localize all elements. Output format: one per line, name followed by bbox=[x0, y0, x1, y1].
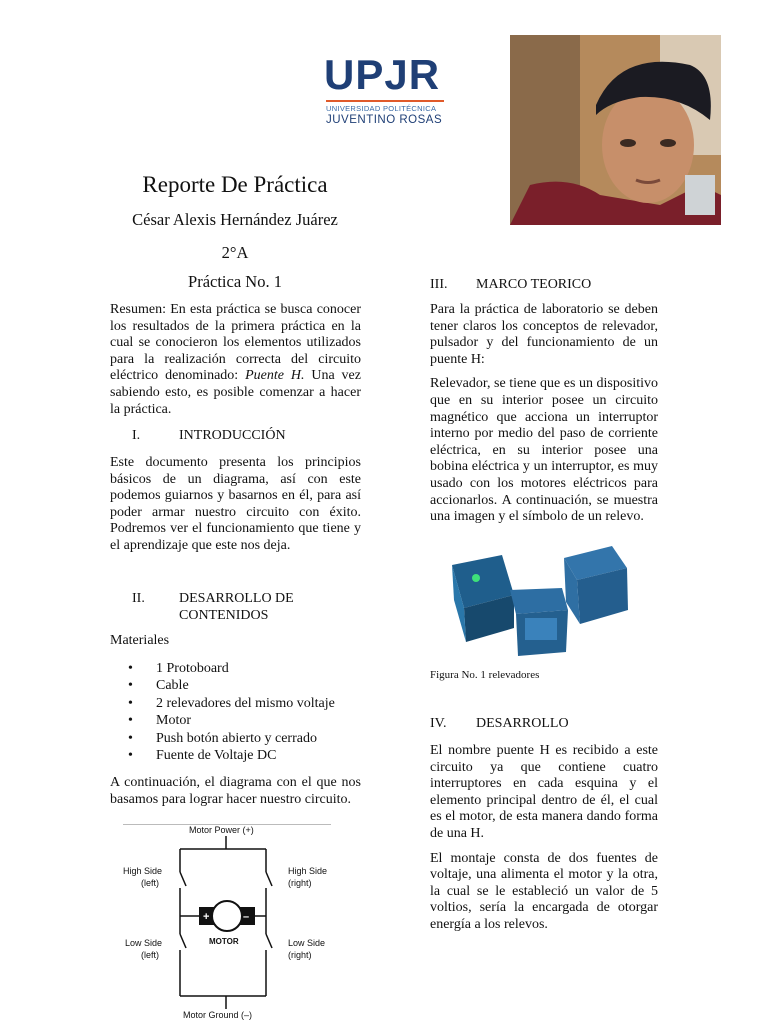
list-item: • 2 relevadores del mismo voltaje bbox=[110, 695, 361, 712]
section-heading-development-contents bbox=[110, 591, 361, 624]
section-number: I. bbox=[132, 428, 141, 443]
section-number: II. bbox=[132, 591, 145, 606]
figure-caption: Figura No. 1 relevadores bbox=[430, 669, 540, 681]
theory-text bbox=[430, 302, 658, 534]
author-name: César Alexis Hernández Juárez bbox=[132, 210, 338, 229]
materials-list bbox=[110, 660, 361, 764]
diagram-intro bbox=[110, 775, 361, 816]
section-heading-theoretical-framework bbox=[430, 277, 658, 294]
logo-divider bbox=[326, 100, 444, 102]
theory-paragraph-2: Relevador, se tiene que es un dispositivo que en su interior posee un circuito magnético que acciona un interruptor interno por medio del paso de corriente eléctrica, en su interior posee una bobina eléctrica y un interruptor, es muy usado con los motores eléctricos para accionarlos. A continuación, se muestra una imagen y el símbolo de un relevo. bbox=[430, 376, 658, 525]
diagram-intro-paragraph: A continuación, el diagrama con el que nos basamos para lograr hacer nuestro circuito. bbox=[110, 775, 361, 807]
section-title: DESARROLLO DE CONTENIDOS bbox=[179, 591, 294, 623]
list-item: • Cable bbox=[110, 677, 361, 694]
logo-university: UNIVERSIDAD POLITÉCNICA bbox=[326, 104, 437, 113]
development-text bbox=[430, 743, 658, 942]
development-paragraph-2: El montaje consta de dos fuentes de voltaje, una alimenta el motor y la otra, la cual se le estableció un valor de 5 voltios, sería la encargada de otorgar energía a los relevos. bbox=[430, 850, 658, 932]
list-item: • 1 Protoboard bbox=[110, 660, 361, 677]
abstract-emphasis: Puente H. bbox=[245, 368, 305, 384]
abstract-text-end: Una vez sabiendo esto, es posible comenzar a hacer la práctica. bbox=[110, 368, 361, 417]
label-motor-power: Motor Power (+) bbox=[189, 825, 254, 835]
group-label: 2°A bbox=[221, 243, 249, 262]
label-high-left-sub: (left) bbox=[141, 878, 159, 888]
abstract-text: Resumen: En esta práctica se busca conocer los resultados de la primera práctica en la cual se conocieron los elementos utilizados para la realización correcta del circuito eléctrico denominado: bbox=[110, 302, 361, 384]
minus-sign: – bbox=[243, 911, 250, 923]
section-number: III. bbox=[430, 277, 448, 292]
label-low-left: Low Side bbox=[125, 938, 163, 948]
section-title: DESARROLLO bbox=[476, 716, 569, 731]
introduction-text bbox=[110, 455, 361, 563]
plus-sign: + bbox=[203, 911, 210, 923]
logo-brand: UPJR bbox=[324, 51, 441, 98]
label-low-right: Low Side bbox=[288, 938, 326, 948]
logo-campus: JUVENTINO ROSAS bbox=[326, 114, 443, 126]
university-logo bbox=[318, 46, 456, 140]
motor-symbol bbox=[212, 901, 242, 931]
label-motor-ground: Motor Ground (–) bbox=[183, 1010, 253, 1020]
development-paragraph-1: El nombre puente H es recibido a este circuito ya que contiene cuatro interruptores en cada esquina y el elemento principal dentro de él, el cual es el motor, de esta manera dando forma de una H. bbox=[430, 743, 658, 841]
section-title: MARCO TEORICO bbox=[476, 277, 592, 292]
materials-label: Materiales bbox=[110, 633, 170, 648]
author-photo bbox=[510, 35, 721, 225]
label-low-right-sub: (right) bbox=[288, 950, 312, 960]
practice-number: Práctica No. 1 bbox=[188, 272, 282, 291]
motor-label: MOTOR bbox=[209, 937, 239, 946]
theory-paragraph-1: Para la práctica de laboratorio se deben tener claros los conceptos de relevador, pulsador y del funcionamiento de un puente H: bbox=[430, 302, 658, 367]
section-heading-development bbox=[430, 716, 658, 733]
label-high-left: High Side bbox=[123, 866, 163, 876]
section-heading-introduction bbox=[110, 428, 361, 445]
section-number: IV. bbox=[430, 716, 447, 731]
section-title: INTRODUCCIÓN bbox=[179, 428, 286, 443]
label-high-right: High Side bbox=[288, 866, 328, 876]
label-high-right-sub: (right) bbox=[288, 878, 312, 888]
list-item: • Motor bbox=[110, 712, 361, 729]
label-low-left-sub: (left) bbox=[141, 950, 159, 960]
list-item: • Push botón abierto y cerrado bbox=[110, 730, 361, 747]
abstract bbox=[110, 302, 361, 426]
introduction-paragraph: Este documento presenta los principios básicos de un diagrama, así con este podemos guiarnos y basarnos en él, para así poder armar nuestro circuito con éxito. Podremos ver el funcionamiento que tiene y el aprendizaje que este nos deja. bbox=[110, 455, 361, 553]
relays-image bbox=[432, 540, 662, 665]
list-item: • Fuente de Voltaje DC bbox=[110, 747, 361, 764]
h-bridge-diagram bbox=[123, 824, 331, 1024]
document-title: Reporte De Práctica bbox=[142, 172, 328, 197]
